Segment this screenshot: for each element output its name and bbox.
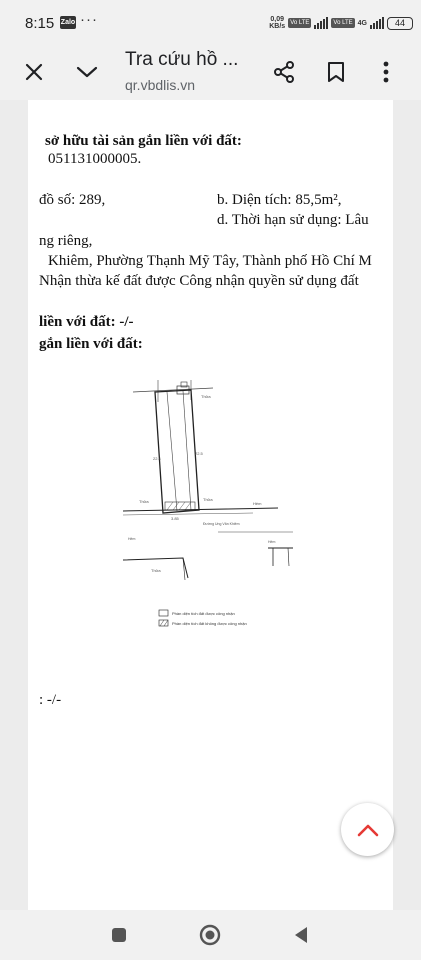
chevron-down-icon[interactable]	[73, 58, 101, 86]
web-content[interactable]	[0, 100, 421, 910]
battery-icon: 44	[387, 17, 413, 30]
doc-line-term: d. Thời hạn sử dụng: Lâu	[217, 212, 369, 228]
status-indicators	[269, 14, 413, 32]
label-thua-right: Thửa	[203, 497, 213, 502]
doc-line-asset-1: liền với đất: -/-	[39, 314, 134, 330]
doc-line-origin: Nhận thừa kế đất được Công nhận quyền sử dụng đất	[39, 273, 359, 289]
doc-line-owner-heading: sở hữu tài sản gắn liền với đất:	[45, 133, 242, 149]
home-circle-icon[interactable]	[199, 924, 221, 946]
recents-square-icon[interactable]	[108, 924, 130, 946]
label-hem: Hẻm	[253, 501, 262, 506]
signal-icon	[314, 17, 328, 29]
zalo-notification-icon: Zalo	[60, 16, 76, 29]
label-thua-bottom: Thửa	[151, 568, 161, 573]
scroll-to-top-button[interactable]	[341, 803, 394, 856]
page-url: qr.vbdlis.vn	[125, 77, 196, 93]
document-page	[28, 100, 393, 910]
more-vertical-icon[interactable]	[372, 58, 400, 86]
doc-line-note: : -/-	[39, 692, 62, 708]
svg-text:22.5: 22.5	[195, 451, 203, 456]
svg-text:3.85: 3.85	[171, 516, 179, 521]
close-icon[interactable]	[20, 58, 48, 86]
label-thua-left: Thửa	[139, 499, 149, 504]
bookmark-icon[interactable]	[322, 58, 350, 86]
svg-text:22.4: 22.4	[153, 456, 161, 461]
status-time: 8:15	[25, 15, 55, 32]
svg-text:Hẻm: Hẻm	[128, 537, 136, 541]
doc-line-asset-2: gắn liền với đất:	[39, 336, 143, 352]
browser-app-bar	[0, 44, 421, 100]
network-speed-value: 0,09	[270, 16, 285, 23]
label-road: Đường Ung Văn Khiêm	[203, 522, 240, 526]
doc-line-area: b. Diện tích: 85,5m²,	[217, 192, 342, 208]
more-notifications-icon: ···	[80, 11, 98, 28]
doc-line-address: Khiêm, Phường Thạnh Mỹ Tây, Thành phố Hồ Chí M	[48, 253, 372, 269]
network-speed	[269, 16, 285, 30]
chevron-up-icon	[357, 823, 379, 837]
share-icon[interactable]	[270, 58, 298, 86]
system-nav-bar	[0, 910, 421, 960]
status-bar	[0, 0, 421, 44]
page-title: Tra cứu hồ ...	[125, 49, 239, 70]
volte-icon: Vo LTE	[290, 20, 310, 26]
signal-icon-2	[370, 17, 384, 29]
legend-not-recognized: Phần diện tích đất không được công nhận	[172, 621, 247, 626]
legend-recognized: Phần diện tích đất được công nhận	[172, 611, 235, 616]
back-triangle-icon[interactable]	[290, 924, 312, 946]
doc-line-usage: ng riêng,	[39, 233, 93, 249]
svg-text:Hẻm: Hẻm	[268, 540, 276, 544]
land-plot-diagram	[103, 380, 303, 660]
label-thua-top: Thửa	[201, 394, 211, 399]
network-type: 4G	[357, 19, 367, 27]
doc-line-map-number: đồ số: 289,	[39, 192, 106, 208]
doc-line-id: 051131000005.	[48, 151, 142, 167]
volte-icon-2: Vo LTE	[333, 20, 353, 26]
network-speed-unit: KB/s	[269, 23, 286, 30]
